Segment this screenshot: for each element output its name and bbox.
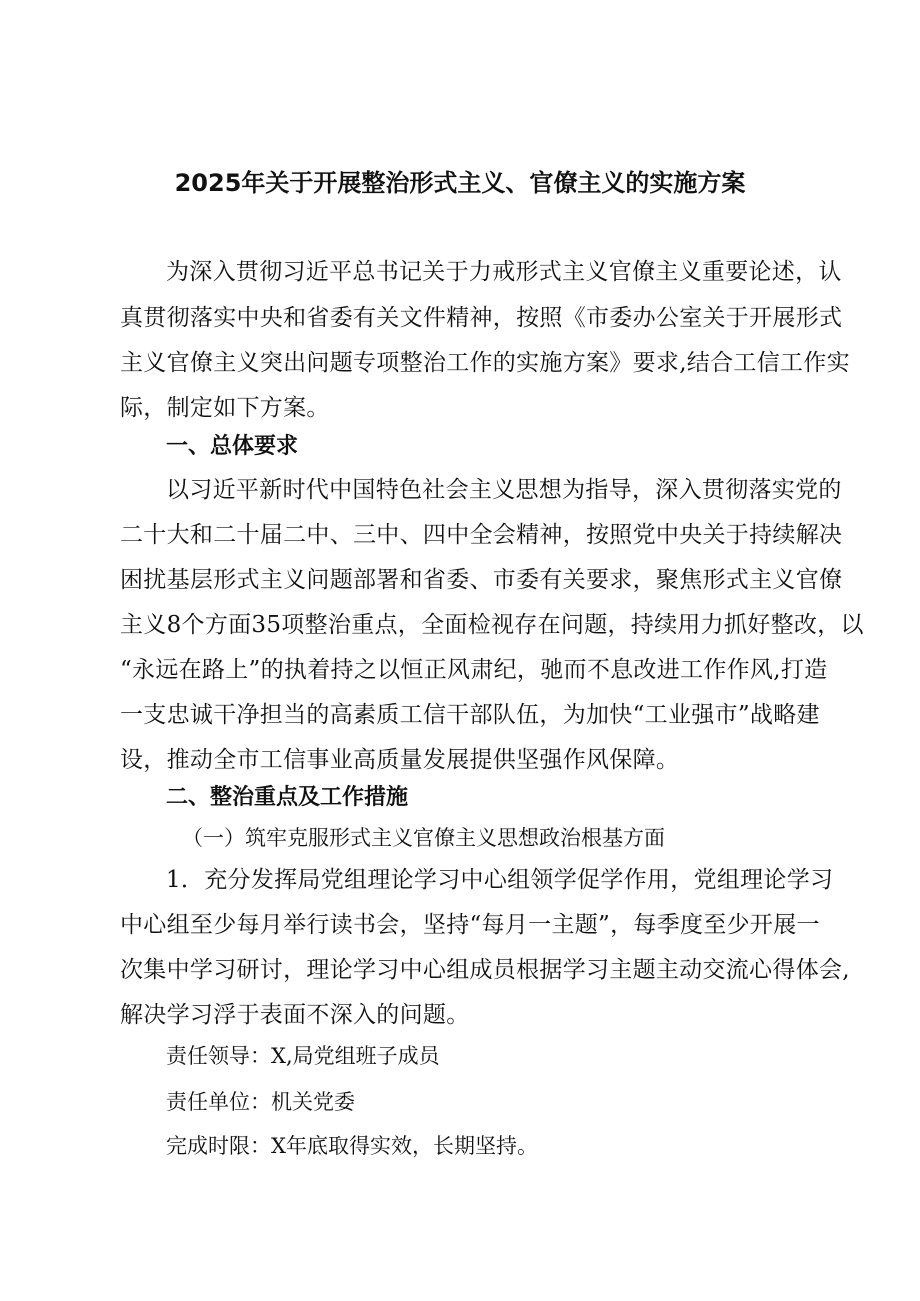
intro-line: 主义官僚主义突出问题专项整治工作的实施方案》要求,结合工信工作实 [120, 350, 850, 376]
item-line: 次集中学习研讨，理论学习中心组成员根据学习主题主动交流心得体会, [120, 957, 850, 983]
section1-line: 设，推动全市工信事业高质量发展提供坚强作风保障。 [120, 747, 680, 773]
responsible-unit: 责任单位：机关党委 [166, 1090, 355, 1114]
intro-line: 为深入贯彻习近平总书记关于力戒形式主义官僚主义重要论述，认 [166, 259, 842, 285]
intro-line: 际，制定如下方案。 [120, 395, 330, 421]
section-heading: 二、整治重点及工作措施 [166, 785, 409, 810]
item-line: 中心组至少每月举行读书会，坚持“每月一主题”，每季度至少开展一 [120, 912, 820, 938]
section1-line: 困扰基层形式主义问题部署和省委、市委有关要求，聚焦形式主义官僚 [120, 567, 843, 593]
section1-line: 以习近平新时代中国特色社会主义思想为指导，深入贯彻落实党的 [166, 477, 842, 503]
section-heading: 一、总体要求 [166, 434, 299, 459]
deadline: 完成时限：X年底取得实效，长期坚持。 [166, 1134, 538, 1158]
section1-line: 主义8个方面35项整治重点，全面检视存在问题，持续用力抓好整改，以 [120, 612, 864, 638]
section1-line: “永远在路上”的执着持之以恒正风肃纪，驰而不息改进工作作风,打造 [120, 657, 828, 683]
responsible-leader: 责任领导：X,局党组班子成员 [166, 1044, 440, 1068]
section1-line: 一支忠诚干净担当的高素质工信干部队伍，为加快“工业强市”战略建 [120, 702, 820, 728]
subsection-heading: （一）筑牢克服形式主义官僚主义思想政治根基方面 [182, 826, 665, 850]
item-line: 1．充分发挥局党组理论学习中心组领学促学作用，党组理论学习 [166, 867, 834, 893]
intro-line: 真贯彻落实中央和省委有关文件精神，按照《市委办公室关于开展形式 [120, 305, 843, 331]
document-title: 2025年关于开展整治形式主义、官僚主义的实施方案 [174, 169, 746, 197]
item-line: 解决学习浮于表面不深入的问题。 [120, 1002, 470, 1028]
section1-line: 二十大和二十届二中、三中、四中全会精神，按照党中央关于持续解决 [120, 522, 843, 548]
